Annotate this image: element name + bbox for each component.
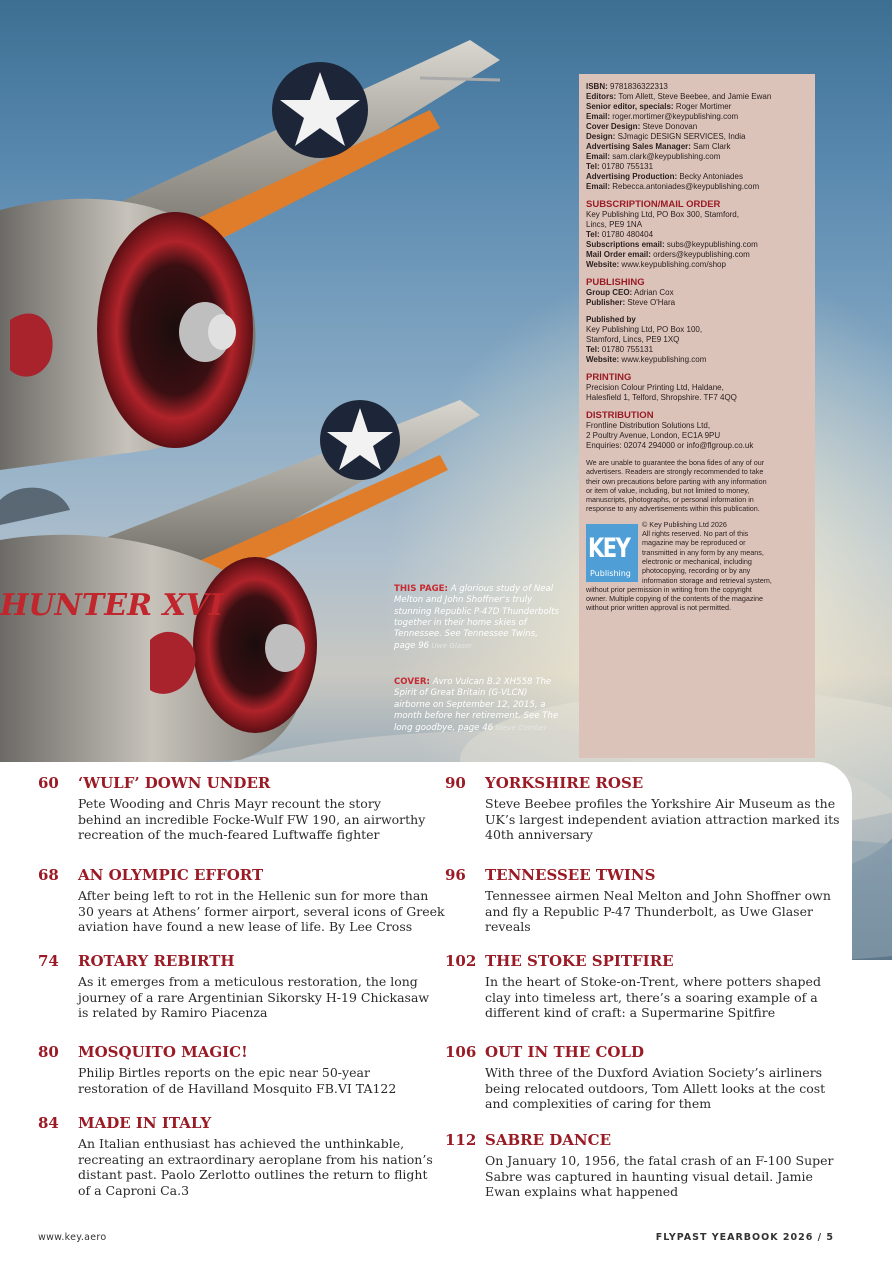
publishing-section xyxy=(586,277,808,308)
description-line: clay into timeless art, there’s a soaring example of a xyxy=(485,989,818,1005)
address-line: Key Publishing Ltd, PO Box 300, Stamford, xyxy=(586,210,739,219)
description-line: 30 years at Athens’ former airport, several icons of Greek xyxy=(78,903,445,919)
page-number: 90 xyxy=(445,774,466,792)
description-line: Sabre was captured in haunting visual detail. Jamie xyxy=(485,1168,813,1184)
article-title[interactable]: THE STOKE SPITFIRE xyxy=(485,952,674,970)
tel-row: Tel: 01780 755131 xyxy=(586,162,654,171)
website-row: Website: www.keypublishing.com/shop xyxy=(586,260,726,269)
cover-caption: COVER: Avro Vulcan B.2 XH558 The Spirit of Great Britain (G-VLCN) airborne on September 12, 2015, a month before her retirement. See The long goodbye, page 46 Steve Comber xyxy=(394,677,559,734)
article-description xyxy=(78,1136,433,1198)
article-title[interactable]: MOSQUITO MAGIC! xyxy=(78,1043,248,1061)
description-line: of a Caproni Ca.3 xyxy=(78,1182,190,1198)
section-heading: PUBLISHING xyxy=(586,277,645,288)
description-line: After being left to rot in the Hellenic sun for more than xyxy=(78,888,429,903)
article-description xyxy=(485,1153,834,1200)
article-title[interactable]: ‘WULF’ DOWN UNDER xyxy=(78,774,271,792)
article-title[interactable]: TENNESSEE TWINS xyxy=(485,866,656,884)
address-line: 2 Poultry Avenue, London, EC1A 9PU xyxy=(586,431,721,440)
article-description xyxy=(485,796,840,843)
description-line: Pete Wooding and Chris Mayr recount the story xyxy=(78,796,381,811)
description-line: UK’s largest independent aviation attraction marked its xyxy=(485,811,840,827)
copyright-block: KEY Publishing © Key Publishing Ltd 2026 All rights reserved. No part of this magazine may be reproduced or transmitted in any form by any means, electronic or mechanical, including photocopying, recording or by any information storage and retrieval system, without prior permission in writing from the copyright owner. Multiple copying of the contents of the magazine without prior written approval is not permitted. xyxy=(586,519,772,613)
description-line: Tennessee airmen Neal Melton and John Shoffner own xyxy=(485,888,831,903)
address-line: Frontline Distribution Solutions Ltd, xyxy=(586,421,711,430)
page-number: 84 xyxy=(38,1114,59,1132)
address-line: Stamford, Lincs, PE9 1XQ xyxy=(586,335,680,344)
address-line: Precision Colour Printing Ltd, Haldane, xyxy=(586,383,724,392)
article-title[interactable]: YORKSHIRE ROSE xyxy=(485,774,644,792)
footer-website: www.key.aero xyxy=(38,1232,107,1243)
page-number: 112 xyxy=(445,1131,477,1149)
description-line: Ewan explains what happened xyxy=(485,1184,679,1200)
description-line: behind an incredible Focke-Wulf FW 190, an airworthy xyxy=(78,811,426,827)
distribution-section xyxy=(586,410,808,451)
editors-row: Editors: Tom Allett, Steve Beebee, and Jamie Ewan xyxy=(586,92,772,101)
subscriptions-email-row: Subscriptions email: subs@keypublishing.com xyxy=(586,240,758,249)
key-publishing-logo: KEY Publishing xyxy=(586,524,638,582)
page-number: 80 xyxy=(38,1043,59,1061)
publisher-row: Publisher: Steve O'Hara xyxy=(586,298,676,307)
publisher-info-panel xyxy=(579,74,815,758)
email-row: Email: Rebecca.antoniades@keypublishing.com xyxy=(586,182,760,191)
page-number: 102 xyxy=(445,952,477,970)
ad-manager-row: Advertising Sales Manager: Sam Clark xyxy=(586,142,731,151)
description-line: journey of a rare Argentinian Sikorsky H-19 Chickasaw xyxy=(78,989,430,1005)
article-title[interactable]: AN OLYMPIC EFFORT xyxy=(78,866,264,884)
description-line: Steve Beebee profiles the Yorkshire Air Museum as the xyxy=(485,796,836,811)
article-description xyxy=(485,974,821,1021)
description-line: being relocated outdoors, Tom Allett looks at the cost xyxy=(485,1080,826,1096)
description-line: different kind of craft: a Supermarine Spitfire xyxy=(485,1005,776,1021)
description-line: In the heart of Stoke-on-Trent, where potters shaped xyxy=(485,974,821,989)
design-row: Design: SJmagic DESIGN SERVICES, India xyxy=(586,132,746,141)
section-heading: SUBSCRIPTION/MAIL ORDER xyxy=(586,199,721,210)
section-heading: DISTRIBUTION xyxy=(586,410,654,421)
ceo-row: Group CEO: Adrian Cox xyxy=(586,288,674,297)
mail-order-email-row: Mail Order email: orders@keypublishing.com xyxy=(586,250,750,259)
editorial-credits xyxy=(586,82,808,192)
disclaimer-text: We are unable to guarantee the bona fides of any of our advertisers. Readers are strongly recommended to take their own precautions before parting with any information or item of value, including, but not limited to money, manuscripts, photographs, or personal information in response to any advertisements within this publication. xyxy=(586,458,767,514)
section-heading: PRINTING xyxy=(586,372,632,383)
page-number: 68 xyxy=(38,866,59,884)
address-line: Lincs, PE9 1NA xyxy=(586,220,643,229)
enquiries-line: Enquiries: 02074 294000 or info@flgroup.co.uk xyxy=(586,441,754,450)
cover-design-row: Cover Design: Steve Donovan xyxy=(586,122,698,131)
tel-row: Tel: 01780 755131 xyxy=(586,345,654,354)
description-line: As it emerges from a meticulous restoration, the long xyxy=(78,974,418,989)
published-by-section xyxy=(586,315,808,365)
article-title[interactable]: OUT IN THE COLD xyxy=(485,1043,645,1061)
senior-editor-row: Senior editor, specials: Roger Mortimer xyxy=(586,102,732,111)
article-description xyxy=(485,888,831,935)
description-line: On January 10, 1956, the fatal crash of an F-100 Super xyxy=(485,1153,834,1168)
page-number: 60 xyxy=(38,774,59,792)
description-line: An Italian enthusiast has achieved the unthinkable, xyxy=(78,1136,405,1151)
description-line: Philip Birtles reports on the epic near 50-year xyxy=(78,1065,370,1080)
article-description xyxy=(78,974,429,1021)
description-line: restoration of de Havilland Mosquito FB.VI TA122 xyxy=(78,1080,397,1096)
description-line: distant past. Paolo Zerlotto outlines the return to flight xyxy=(78,1167,428,1183)
nose-art-text: HUNTER XVI xyxy=(0,588,224,623)
article-description xyxy=(485,1065,825,1112)
description-line: aviation have found a new lease of life. By Lee Cross xyxy=(78,919,413,935)
description-line: reveals xyxy=(485,919,531,935)
description-line: recreation of the much-feared Luftwaffe fighter xyxy=(78,827,380,843)
subscription-section xyxy=(586,199,808,270)
address-line: Key Publishing Ltd, PO Box 100, xyxy=(586,325,703,334)
isbn-row: ISBN: 9781836322313 xyxy=(586,82,668,91)
description-line: is related by Ramiro Piacenza xyxy=(78,1005,268,1021)
article-description xyxy=(78,888,445,935)
description-line: and fly a Republic P-47 Thunderbolt, as Uwe Glaser xyxy=(485,903,813,919)
page-number: 106 xyxy=(445,1043,477,1061)
website-row: Website: www.keypublishing.com xyxy=(586,355,707,364)
email-row: Email: roger.mortimer@keypublishing.com xyxy=(586,112,739,121)
email-row: Email: sam.clark@keypublishing.com xyxy=(586,152,721,161)
page-number: 96 xyxy=(445,866,466,884)
article-description xyxy=(78,1065,396,1096)
article-title[interactable]: SABRE DANCE xyxy=(485,1131,611,1149)
page-number: 74 xyxy=(38,952,59,970)
footer-page-number: FLYPAST YEARBOOK 2026 / 5 xyxy=(655,1232,834,1243)
address-line: Halesfield 1, Telford, Shropshire. TF7 4QQ xyxy=(586,393,737,402)
tel-row: Tel: 01780 480404 xyxy=(586,230,654,239)
printing-section xyxy=(586,372,808,403)
ad-production-row: Advertising Production: Becky Antoniades xyxy=(586,172,743,181)
description-line: and complexities of caring for them xyxy=(485,1096,712,1112)
description-line: 40th anniversary xyxy=(485,827,593,843)
article-title[interactable]: ROTARY REBIRTH xyxy=(78,952,235,970)
description-line: With three of the Duxford Aviation Society’s airliners xyxy=(485,1065,823,1080)
article-title[interactable]: MADE IN ITALY xyxy=(78,1114,212,1132)
description-line: recreating an extraordinary aeroplane from his nation’s xyxy=(78,1151,433,1167)
published-by-label: Published by xyxy=(586,315,636,324)
article-description xyxy=(78,796,425,843)
this-page-caption: THIS PAGE: A glorious study of Neal Melton and John Shoffner's truly stunning Republic P-47D Thunderbolts together in their home skies of Tennessee. See Tennessee Twins, page 96 Uwe Glaser xyxy=(394,584,559,652)
